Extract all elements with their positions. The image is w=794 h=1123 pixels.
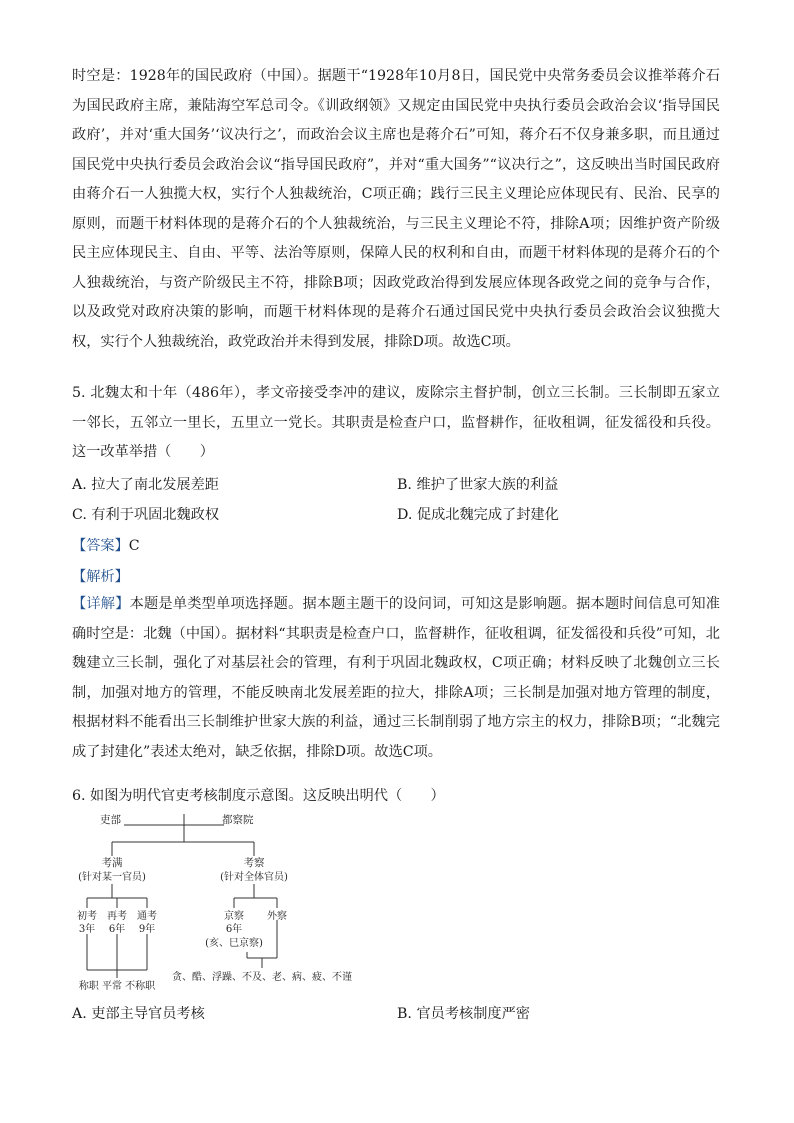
diagram-waicha: 外察 [267,911,287,922]
detail-tag: 【详解】 [72,596,130,612]
diagram-chukao-years: 3年 [78,924,96,935]
q6-stem: 6. 如图为明代官吏考核制度示意图。这反映出明代（ ） [72,788,445,804]
q5-detail-paragraph [72,590,720,767]
diagram-libu: 吏部 [100,814,121,826]
diagram-duchayuan: 都察院 [222,814,254,826]
answer-tag: 【答案】 [72,538,129,554]
q6-option-a[interactable]: A. 吏部主导官员考核 [72,1006,205,1022]
diagram-zaikao: 再考 [107,911,127,922]
diagram-zaikao-years: 6年 [108,924,126,935]
q5-option-b[interactable]: B. 维护了世家大族的利益 [397,477,559,493]
q5-option-a[interactable]: A. 拉大了南北发展差距 [72,477,219,493]
diagram-jingcha-note: (亥、巳京察) [205,938,263,949]
q6-option-b[interactable]: B. 官员考核制度严密 [397,1006,530,1022]
q5-option-d[interactable]: D. 促成北魏完成了封建化 [397,507,559,523]
diagram-kaoman-note: (针对某一官员) [78,872,146,883]
diagram-tongkao: 通考 [137,911,157,922]
analysis-tag: 【解析】 [72,569,129,585]
carryover-analysis-paragraph: 时空是：1928年的国民政府（中国）。据题干“1928年10月8日，国民党中央常务委员会议推举蒋介石为国民政府主席，兼陆海空军总司令。《训政纲领》又规定由国民党中央执行委员会政治会议‘指导国民政府’，并对‘重大国务’‘议决行之’，而政治会议主席也是蒋介石”可知，蒋介石不仅身兼多职，而且通过国民党中央执行委员会政治会议“指导国民政府”，并对“重大国务”“议决行之”，这反映出当时国民政府由蒋介石一人独揽大权，实行个人独裁统治，C项正确；践行三民主义理论应体现民有、民治、民享的原则，而题干材料体现的是蒋介石的个人独裁统治，与三民主义理论不符，排除A项；因维护资产阶级民主应体现民主、自由、平等、法治等原则，保障人民的权利和自由，而题干材料体现的是蒋介石的个人独裁统治，与资产阶级民主不符，排除B项；因政党政治得到发展应体现各政党之间的竞争与合作，以及政党对政府决策的影响，而题干材料体现的是蒋介石通过国民党中央执行委员会政治会议独揽大权，实行个人独裁统治，政党政治并未得到发展，排除D项。故选C项。 [72,68,720,350]
q5-option-c[interactable]: C. 有利于巩固北魏政权 [72,507,220,523]
diagram-jingcha: 京察 [224,911,244,922]
diagram-chukao: 初考 [77,911,97,922]
q5-answer-line [72,535,140,555]
diagram-tongkao-years: 9年 [138,924,156,935]
answer-value: C [128,538,140,554]
diagram-results-right: 贪、酷、浮躁、不及、老、病、疲、不谨 [172,972,352,983]
q5-stem: 5. 北魏太和十年（486年），孝文帝接受李冲的建议，废除宗主督护制，创立三长制。三长制即五家立一邻长，五邻立一里长，五里立一党长。其职责是检查户口，监督耕作，征收租调，征发徭役和兵役。这一改革举措（ ） [72,385,720,460]
diagram-kaocha: 考察 [243,857,265,869]
ming-evaluation-diagram [72,812,372,997]
diagram-jingcha-years: 6年 [225,924,243,935]
diagram-results-left: 称职 平常 不称职 [78,981,156,992]
detail-text: 本题是单类型单项选择题。据本题主题干的设问词，可知这是影响题。据本题时间信息可知准确时空是：北魏（中国）。据材料“其职责是检查户口，监督耕作，征收租调，征发徭役和兵役”可知，北魏建立三长制，强化了对基层社会的管理，有利于巩固北魏政权，C项正确；材料反映了北魏创立三长制，加强对地方的管理，不能反映南北发展差距的拉大，排除A项；三长制是加强对地方管理的制度，根据材料不能看出三长制维护世家大族的利益，通过三长制削弱了地方宗主的权力，排除B项；“北魏完成了封建化”表述太绝对，缺乏依据，排除D项。故选C项。 [72,596,720,760]
diagram-kaocha-note: (针对全体官员) [220,872,288,883]
diagram-kaoman: 考满 [101,857,123,869]
